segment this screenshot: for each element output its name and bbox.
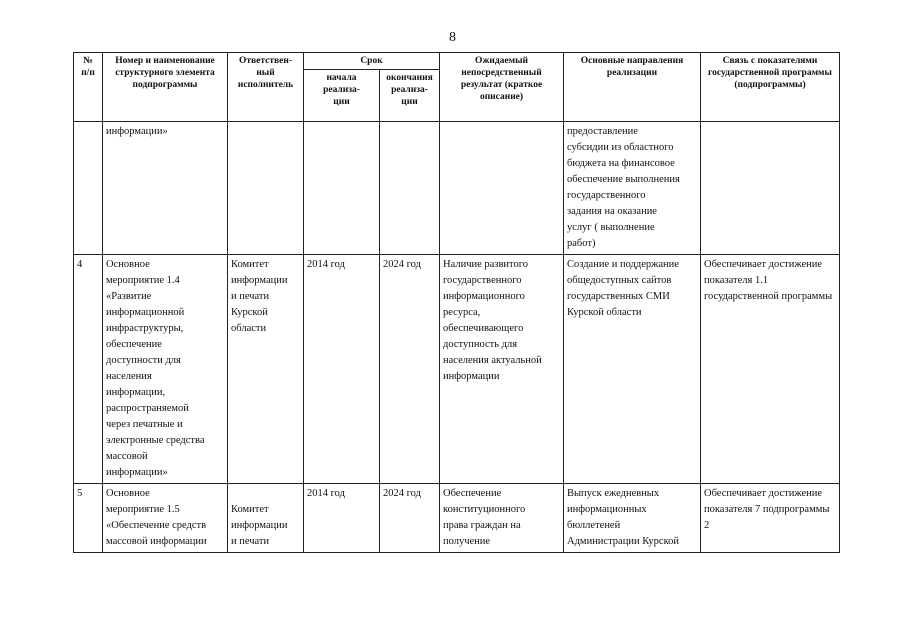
table-row bbox=[74, 484, 840, 553]
header-num: № п/п bbox=[74, 53, 103, 122]
cell-name: информации» bbox=[103, 122, 228, 255]
header-responsible: Ответствен- ный исполнитель bbox=[228, 53, 304, 122]
cell-start: 2014 год bbox=[304, 484, 380, 553]
header-direction: Основные направления реализации bbox=[564, 53, 701, 122]
cell-num: 5 bbox=[74, 484, 103, 553]
cell-start: 2014 год bbox=[304, 255, 380, 484]
cell-responsible bbox=[228, 122, 304, 255]
cell-direction: Создание и поддержание общедоступных сайтов государственных СМИ Курской области bbox=[564, 255, 701, 484]
cell-result: Наличие развитого государственного информационного ресурса, обеспечивающего доступность для населения актуальной информации bbox=[440, 255, 564, 484]
cell-start bbox=[304, 122, 380, 255]
cell-direction: Выпуск ежедневных информационных бюллетеней Администрации Курской bbox=[564, 484, 701, 553]
header-start: начала реализа- ции bbox=[304, 70, 380, 122]
header-link: Связь с показателями государственной программы (подпрограммы) bbox=[701, 53, 840, 122]
table-header bbox=[74, 53, 840, 122]
cell-responsible: Комитет информации и печати Курской области bbox=[228, 255, 304, 484]
cell-direction: предоставление субсидии из областного бюджета на финансовое обеспечение выполнения государственного задания на оказание услуг ( выполнение работ) bbox=[564, 122, 701, 255]
page-number: 8 bbox=[449, 30, 456, 45]
header-term: Срок bbox=[304, 53, 440, 70]
cell-result: Обеспечение конституционного права граждан на получение bbox=[440, 484, 564, 553]
cell-end: 2024 год bbox=[380, 484, 440, 553]
cell-end bbox=[380, 122, 440, 255]
program-table bbox=[73, 52, 840, 553]
cell-result bbox=[440, 122, 564, 255]
cell-responsible: Комитет информации и печати bbox=[228, 484, 304, 553]
cell-link: Обеспечивает достижение показателя 7 подпрограммы 2 bbox=[701, 484, 840, 553]
cell-end: 2024 год bbox=[380, 255, 440, 484]
header-result: Ожидаемый непосредственный результат (краткое описание) bbox=[440, 53, 564, 122]
cell-num bbox=[74, 122, 103, 255]
cell-name: Основное мероприятие 1.5 «Обеспечение средств массовой информации bbox=[103, 484, 228, 553]
cell-name: Основное мероприятие 1.4 «Развитие информационной инфраструктуры, обеспечение доступности для населения информации, распространяемой через печатные и электронные средства массовой информации» bbox=[103, 255, 228, 484]
cell-link: Обеспечивает достижение показателя 1.1 государственной программы bbox=[701, 255, 840, 484]
table-row bbox=[74, 122, 840, 255]
cell-num: 4 bbox=[74, 255, 103, 484]
table-row bbox=[74, 255, 840, 484]
header-end: окончания реализа- ции bbox=[380, 70, 440, 122]
header-name: Номер и наименование структурного элемента подпрограммы bbox=[103, 53, 228, 122]
cell-link bbox=[701, 122, 840, 255]
